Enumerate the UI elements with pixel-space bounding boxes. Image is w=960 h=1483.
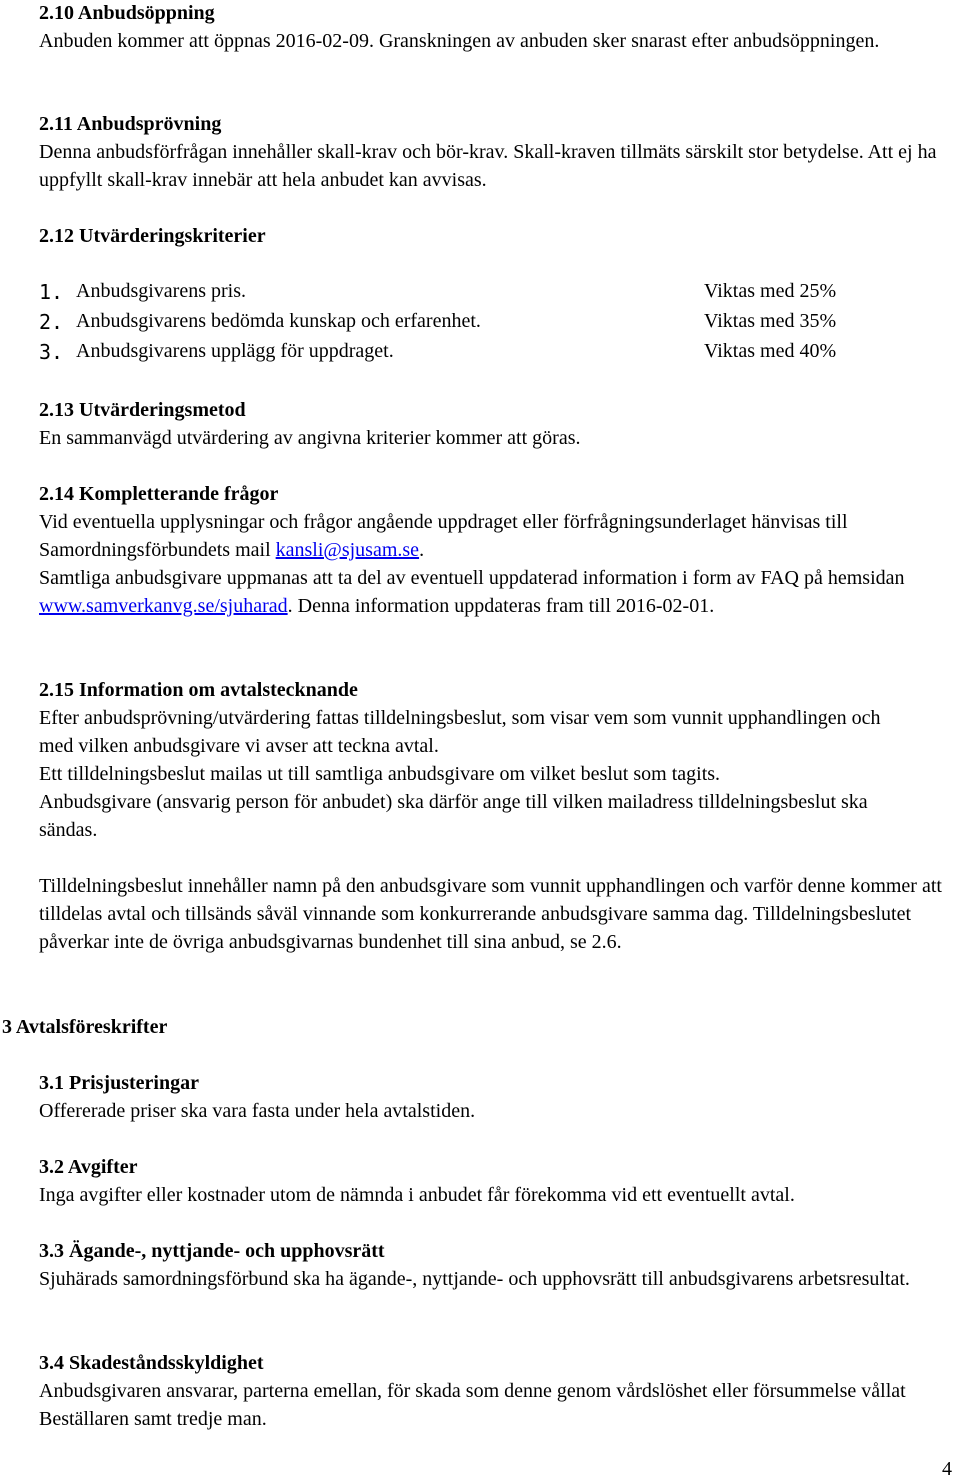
section-text-2-15-p4: Tilldelningsbeslut innehåller namn på den anbudsgivare som vunnit upphandlingen och varför denne kommer att tilldelas avtal och tillsänds såväl vinnande som konkurrerande anbudsgivare samma dag. Tilldelningsbeslutet påverkar inte de övriga anbudsgivarnas bundenhet till sina anbud, se 2.6. [39, 875, 942, 953]
criterion-number: 3. [39, 340, 64, 364]
criterion-row [39, 280, 919, 310]
email-link[interactable]: kansli@sjusam.se [275, 539, 420, 561]
text-span: . [419, 539, 425, 561]
criterion-weight: Viktas med 25% [704, 280, 837, 302]
criterion-number: 2. [39, 310, 64, 334]
section-text-2-14-b [39, 564, 949, 620]
section-heading-2-13: 2.13 Utvärderingsmetod [39, 399, 246, 421]
section-text-2-15-p2: Ett tilldelningsbeslut mailas ut till samtliga anbudsgivare om vilket beslut som tagits. [39, 763, 721, 785]
page-number: 4 [942, 1458, 952, 1480]
section-heading-3-2: 3.2 Avgifter [39, 1156, 138, 1178]
criterion-label: Anbudsgivarens pris. [76, 280, 246, 302]
criterion-number: 1. [39, 280, 64, 304]
criterion-weight: Viktas med 40% [704, 340, 837, 362]
text-span: . Denna information uppdateras fram till 2016-02-01. [287, 595, 715, 617]
text-span: Samtliga anbudsgivare uppmanas att ta del av eventuell uppdaterad information i form av FAQ på hemsidan [39, 567, 905, 589]
section-heading-3-3: 3.3 Ägande-, nyttjande- och upphovsrätt [39, 1240, 385, 1262]
criterion-label: Anbudsgivarens bedömda kunskap och erfarenhet. [76, 310, 481, 332]
section-text-2-13: En sammanvägd utvärdering av angivna kriterier kommer att göras. [39, 427, 581, 449]
criterion-row [39, 310, 919, 340]
criterion-row [39, 340, 919, 370]
section-text-3-1: Offererade priser ska vara fasta under hela avtalstiden. [39, 1100, 476, 1122]
section-heading-3-1: 3.1 Prisjusteringar [39, 1072, 199, 1094]
section-heading-2-10: 2.10 Anbudsöppning [39, 2, 215, 24]
section-text-2-10: Anbuden kommer att öppnas 2016-02-09. Granskningen av anbuden sker snarast efter anbudsöppningen. [39, 30, 880, 52]
section-heading-2-15: 2.15 Information om avtalstecknande [39, 679, 358, 701]
section-text-3-3: Sjuhärads samordningsförbund ska ha ägande-, nyttjande- och upphovsrätt till anbudsgivarens arbetsresultat. [39, 1268, 910, 1290]
section-text-2-14-a [39, 508, 949, 564]
criterion-weight: Viktas med 35% [704, 310, 837, 332]
section-text-3-4: Anbudsgivaren ansvarar, parterna emellan, för skada som denne genom vårdslöshet eller försummelse vållat Beställaren samt tredje man. [39, 1380, 906, 1430]
section-heading-2-12: 2.12 Utvärderingskriterier [39, 225, 266, 247]
section-text-2-15-p1: Efter anbudsprövning/utvärdering fattas tilldelningsbeslut, som visar vem som vunnit upphandlingen och med vilken anbudsgivare vi avser att teckna avtal. [39, 707, 881, 757]
text-span: Vid eventuella upplysningar och frågor angående uppdraget eller förfrågningsunderlaget hänvisas till Samordningsförbundets mail [39, 511, 848, 561]
section-heading-2-11: 2.11 Anbudsprövning [39, 113, 222, 135]
section-heading-2-14: 2.14 Kompletterande frågor [39, 483, 279, 505]
section-text-3-2: Inga avgifter eller kostnader utom de nämnda i anbudet får förekomma vid ett eventuellt avtal. [39, 1184, 795, 1206]
section-text-2-15-p3: Anbudsgivare (ansvarig person för anbudet) ska därför ange till vilken mailadress tilldelningsbeslut ska sändas. [39, 791, 868, 841]
website-link[interactable]: www.samverkanvg.se/sjuharad [39, 595, 288, 617]
chapter-heading-3: 3 Avtalsföreskrifter [2, 1016, 168, 1038]
criterion-label: Anbudsgivarens upplägg för uppdraget. [76, 340, 394, 362]
section-heading-3-4: 3.4 Skadeståndsskyldighet [39, 1352, 264, 1374]
section-text-2-11: Denna anbudsförfrågan innehåller skall-krav och bör-krav. Skall-kraven tillmäts särskilt stor betydelse. Att ej ha uppfyllt skall-krav innebär att hela anbudet kan avvisas. [39, 141, 937, 191]
